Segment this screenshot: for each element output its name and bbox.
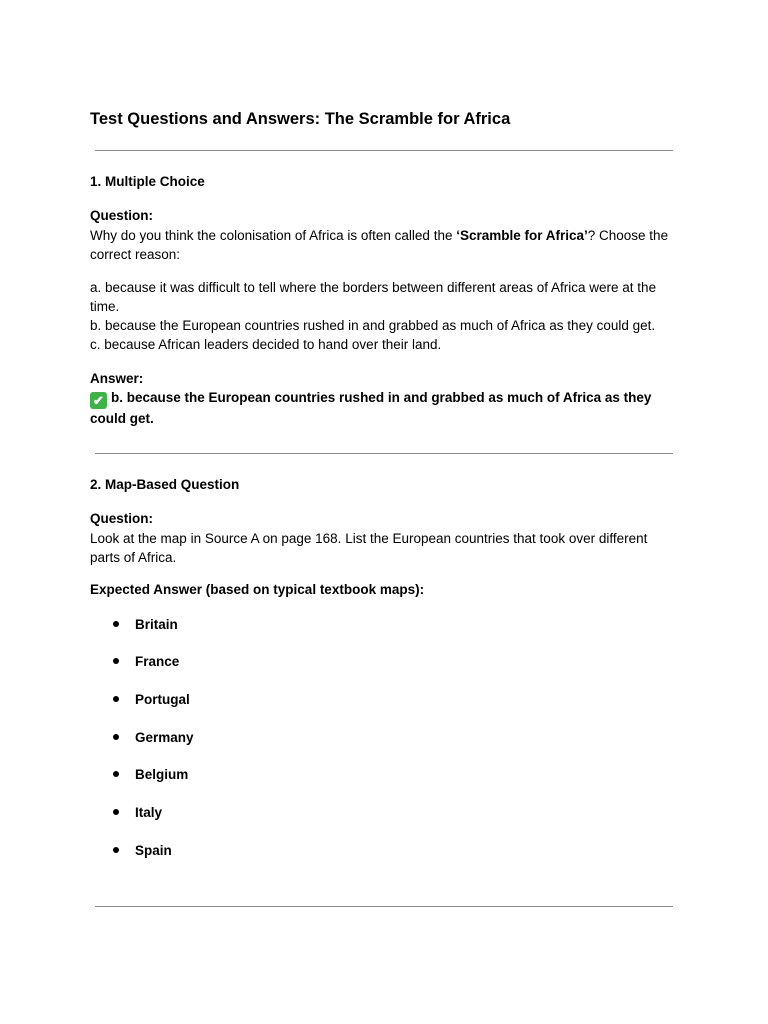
- list-item: [113, 805, 162, 820]
- expected-answer-label: Expected Answer (based on typical textbook maps):: [90, 582, 425, 597]
- question-text-pre: Why do you think the colonisation of Africa is often called the: [90, 228, 457, 243]
- list-item: [113, 767, 188, 782]
- question-text: [90, 226, 680, 264]
- country-name: Belgium: [135, 767, 189, 782]
- country-name: Portugal: [135, 692, 190, 707]
- bullet-icon: [113, 809, 119, 815]
- country-name: Italy: [135, 805, 163, 820]
- page-title: Test Questions and Answers: The Scramble for Africa: [90, 110, 511, 128]
- list-item: [113, 692, 190, 707]
- option-a: a. because it was difficult to tell where the borders between different areas of Africa were at the time.: [90, 280, 657, 314]
- option-c: c. because African leaders decided to hand over their land.: [90, 337, 442, 352]
- bullet-icon: [113, 696, 119, 702]
- question-text-post: ? Choose the correct reason:: [90, 228, 669, 262]
- divider-top: [95, 150, 673, 151]
- country-name: Germany: [135, 730, 194, 745]
- country-name: France: [135, 654, 180, 669]
- bullet-icon: [113, 658, 119, 664]
- country-name: Spain: [135, 843, 172, 858]
- option-b: b. because the European countries rushed in and grabbed as much of Africa as they could get.: [90, 318, 656, 333]
- question-text-bold: ‘Scramble for Africa’: [456, 228, 588, 243]
- check-mark-icon: ✔: [90, 392, 107, 409]
- bullet-icon: [113, 734, 119, 740]
- list-item: [113, 843, 172, 858]
- bullet-icon: [113, 771, 119, 777]
- bullet-icon: [113, 847, 119, 853]
- bullet-icon: [113, 621, 119, 627]
- answer-label: Answer:: [90, 371, 144, 386]
- list-item: [113, 730, 194, 745]
- divider-middle: [95, 453, 673, 454]
- country-name: Britain: [135, 617, 178, 632]
- question-text-2: Look at the map in Source A on page 168. List the European countries that took over different parts of Africa.: [90, 531, 648, 565]
- section-heading-multiple-choice: 1. Multiple Choice: [90, 174, 205, 189]
- question-label: Question:: [90, 208, 153, 223]
- divider-bottom: [95, 906, 673, 907]
- list-item: [113, 654, 179, 669]
- list-item: [113, 617, 178, 632]
- answer-text: [90, 388, 680, 428]
- answer-text-content: b. because the European countries rushed in and grabbed as much of Africa as they could get.: [90, 390, 652, 426]
- question-label-2: Question:: [90, 511, 153, 526]
- section-heading-map-based: 2. Map-Based Question: [90, 477, 240, 492]
